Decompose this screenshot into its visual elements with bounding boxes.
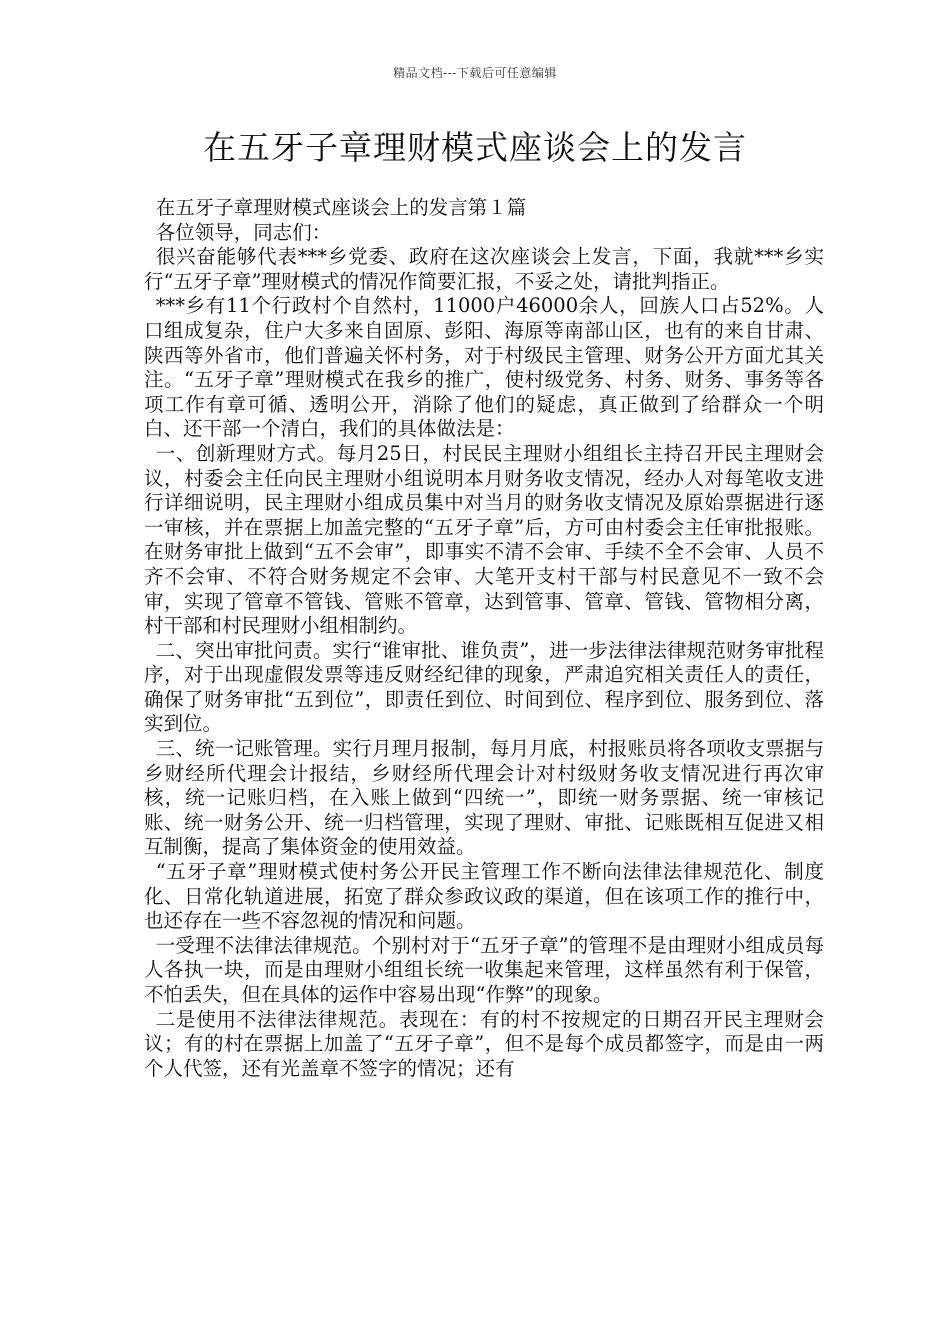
paragraph: 一受理不法律法律规范。个别村对于“五牙子章”的管理不是由理财小组成员每人各执一块，而是由理财小组组长统一收集起来管理，这样虽然有利于保管，不怕丢失，但在具体的运作中容易出现“作弊”的现象。 — [144, 933, 824, 1006]
paragraph-salutation: 各位领导，同志们： — [155, 220, 332, 244]
document-subtitle: 在五牙子章理财模式座谈会上的发言第１篇 — [155, 196, 527, 219]
paragraph: 二、突出审批问责。实行“谁审批、谁负责”，进一步法律法律规范财务审批程序，对于出现虚假发票等违反财经纪律的现象，严肃追究相关责任人的责任，确保了财务审批“五到位”，即责任到位、时间到位、程序到位、服务到位、落实到位。 — [144, 638, 824, 736]
paragraph: 一、创新理财方式。每月25日，村民民主理财小组组长主持召开民主理财会议，村委会主任向民主理财小组说明本月财务收支情况，经办人对每笔收支进行详细说明，民主理财小组成员集中对当月的财务收支情况及原始票据进行逐一审核，并在票据上加盖完整的“五牙子章”后，方可由村委会主任审批报账。在财务审批上做到“五不会审”，即事实不清不会审、手续不全不会审、人员不齐不会审、不符合财务规定不会审、大笔开支村干部与村民意见不一致不会审，实现了管章不管钱、管账不管章，达到管事、管章、管钱、管物相分离，村干部和村民理财小组相制约。 — [144, 441, 824, 638]
paragraph: 二是使用不法律法律规范。表现在：有的村不按规定的日期召开民主理财会议；有的村在票据上加盖了“五牙子章”，但不是每个成员都签字，而是由一两个人代签，还有光盖章不签字的情况；还有 — [144, 1007, 824, 1080]
paragraph: 三、统一记账管理。实行月理月报制，每月月底，村报账员将各项收支票据与乡财经所代理会计报结，乡财经所代理会计对村级财务收支情况进行再次审核，统一记账归档，在入账上做到“四统一”，即统一财务票据、统一审核记账、统一财务公开、统一归档管理，实现了理财、审批、记账既相互促进又相互制衡，提高了集体资金的使用效益。 — [144, 737, 824, 859]
paragraph: “五牙子章”理财模式使村务公开民主管理工作不断向法律法律规范化、制度化、日常化轨道进展，拓宽了群众参政议政的渠道，但在该项工作的推行中，也还存在一些不容忽视的情况和问题。 — [144, 860, 824, 933]
document-title: 在五牙子章理财模式座谈会上的发言 — [203, 128, 747, 167]
document-body — [144, 196, 824, 1081]
paragraph: ***乡有11个行政村个自然村，11000户46000余人，回族人口占52%。人口组成复杂，住户大多来自固原、彭阳、海原等南部山区，也有的来自甘肃、陕西等外省市，他们普遍关怀村务，对于村级民主管理、财务公开方面尤其关注。“五牙子章”理财模式在我乡的推广，使村级党务、村务、财务、事务等各项工作有章可循、透明公开，消除了他们的疑虑，真正做到了给群众一个明白、还干部一个清白，我们的具体做法是： — [144, 294, 824, 441]
header-note: 精品文档---下载后可任意编辑 — [393, 66, 557, 80]
paragraph: 很兴奋能够代表***乡党委、政府在这次座谈会上发言，下面，我就***乡实行“五牙子章”理财模式的情况作简要汇报，不妥之处，请批判指正。 — [144, 245, 824, 293]
